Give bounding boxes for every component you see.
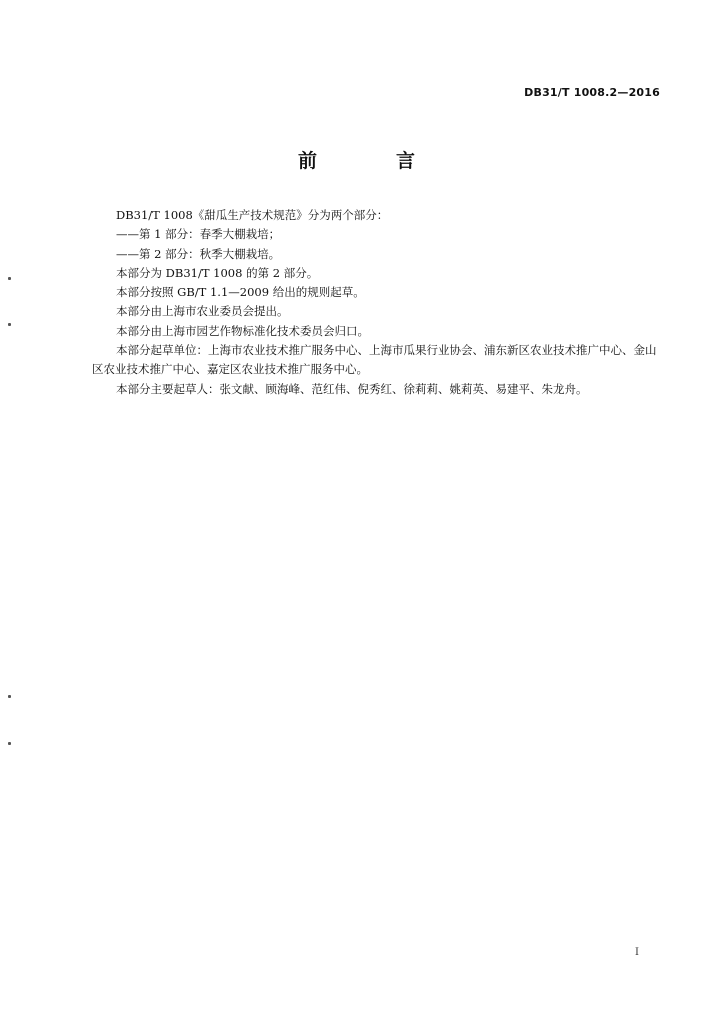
paragraph-intro: DB31/T 1008《甜瓜生产技术规范》分为两个部分：: [116, 208, 389, 222]
paragraph-part2: ——第 2 部分：秋季大棚栽培。: [116, 246, 281, 261]
page-number: I: [635, 947, 639, 958]
scan-mark: [8, 323, 11, 326]
page-title: 前 言: [297, 150, 445, 172]
paragraph-drafters: 本部分主要起草人：张文献、顾海峰、范红伟、倪秀红、徐莉莉、姚莉英、易建平、朱龙舟。: [116, 381, 588, 396]
scan-mark: [8, 742, 11, 745]
foreword-body: [92, 206, 658, 399]
scan-mark: [8, 695, 11, 698]
paragraph-proposed-by: 本部分由上海市农业委员会提出。: [116, 304, 289, 319]
paragraph-drafting-units: 本部分起草单位：上海市农业技术推广服务中心、上海市瓜果行业协会、浦东新区农业技术推广中心、金山区农业技术推广中心、嘉定区农业技术推广服务中心。: [92, 343, 657, 377]
paragraph-part1: ——第 1 部分：春季大棚栽培；: [116, 227, 281, 242]
paragraph-scope: 本部分为 DB31/T 1008 的第 2 部分。: [116, 265, 319, 280]
standard-code-header: DB31/T 1008.2—2016: [524, 86, 660, 99]
paragraph-administered-by: 本部分由上海市园艺作物标准化技术委员会归口。: [116, 323, 369, 338]
scan-mark: [8, 277, 11, 280]
paragraph-drafting-rules: 本部分按照 GB/T 1.1—2009 给出的规则起草。: [116, 285, 365, 300]
